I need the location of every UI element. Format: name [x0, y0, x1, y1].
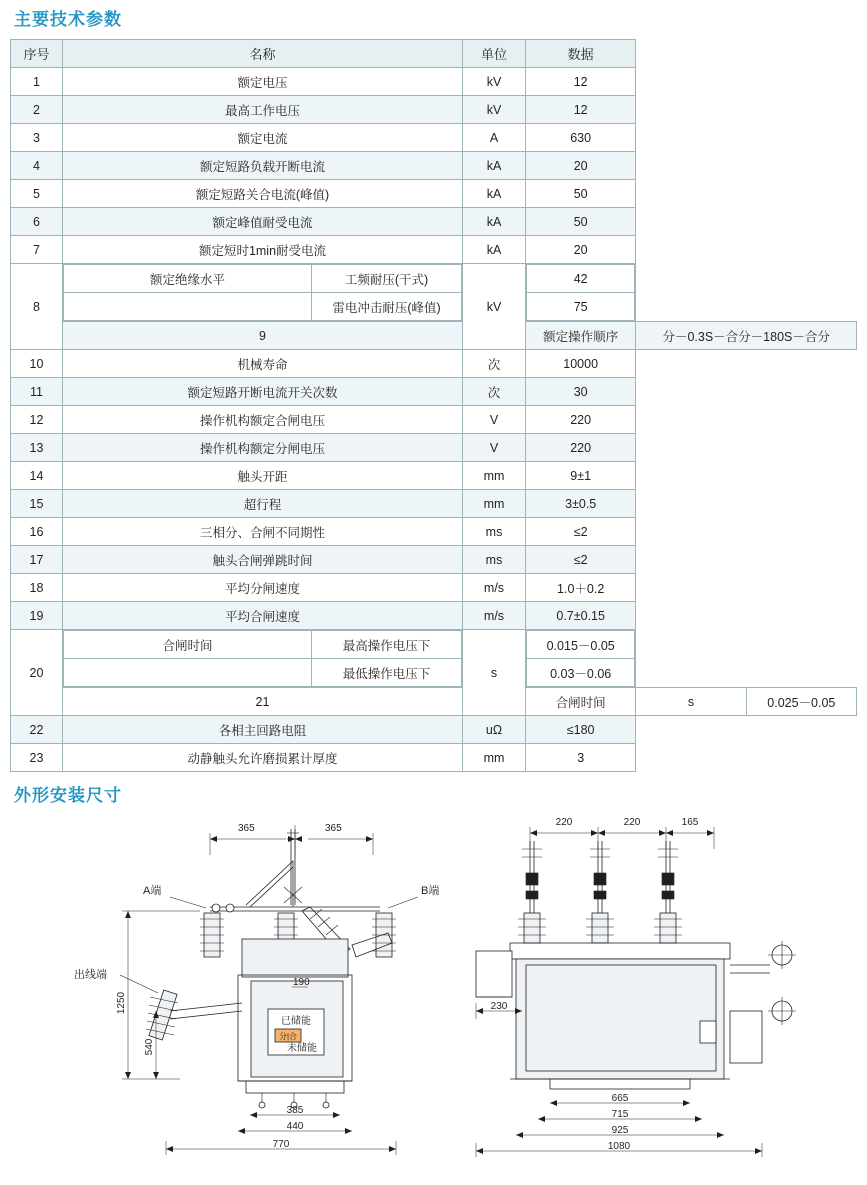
cell-no: 22	[11, 716, 63, 744]
cell-data: 20	[526, 152, 636, 180]
label-stored: 已储能	[281, 1016, 311, 1027]
table-row	[11, 462, 857, 490]
cell-unit: V	[463, 406, 526, 434]
cell-data-split	[526, 264, 636, 322]
cell-no: 17	[11, 546, 63, 574]
dim-165: 165	[681, 817, 699, 828]
cell-name: 合闸时间	[64, 631, 312, 659]
header-no: 序号	[11, 40, 63, 68]
table-row	[11, 406, 857, 434]
cell-unit: ms	[463, 518, 526, 546]
cell-no: 18	[11, 574, 63, 602]
cell-data: 12	[526, 68, 636, 96]
label-outlet: 出线端	[74, 969, 107, 981]
cell-name: 额定峰值耐受电流	[63, 208, 463, 236]
table-row	[11, 180, 857, 208]
cell-data: 220	[526, 406, 636, 434]
cell-data: 10000	[526, 350, 636, 378]
cell-no: 11	[11, 378, 63, 406]
cell-unit: kA	[463, 236, 526, 264]
cell-data: 3±0.5	[526, 490, 636, 518]
cell-name-split	[63, 264, 463, 322]
cell-no: 8	[11, 264, 63, 350]
table-row	[11, 688, 857, 716]
drawings-svg	[10, 815, 857, 1165]
cell-unit: V	[463, 434, 526, 462]
label-open-close: 分|合	[278, 1032, 298, 1041]
cell-data: ≤2	[526, 546, 636, 574]
table-row	[11, 546, 857, 574]
table-row	[11, 96, 857, 124]
header-unit: 单位	[463, 40, 526, 68]
dim-220-2: 220	[623, 817, 641, 828]
dim-365-right: 365	[325, 823, 342, 834]
cell-unit: mm	[463, 462, 526, 490]
cell-data: 30	[526, 378, 636, 406]
cell-no: 10	[11, 350, 63, 378]
cell-name: 动静触头允许磨损累计厚度	[63, 744, 463, 772]
cell-no: 21	[63, 688, 463, 716]
table-row	[11, 602, 857, 630]
cell-no: 19	[11, 602, 63, 630]
cell-data: 0.7±0.15	[526, 602, 636, 630]
cell-no: 20	[11, 630, 63, 716]
dim-230: 230	[490, 1001, 508, 1012]
cell-no: 16	[11, 518, 63, 546]
label-not-stored: 未储能	[287, 1043, 317, 1054]
cell-name: 超行程	[63, 490, 463, 518]
label-terminal-a: A端	[143, 885, 162, 897]
dim-925: 925	[611, 1125, 629, 1136]
cell-name: 额定短路关合电流(峰值)	[63, 180, 463, 208]
cell-data: 0.025－0.05	[746, 688, 856, 716]
cell-subname-1: 最高操作电压下	[312, 631, 462, 659]
cell-unit: kA	[463, 180, 526, 208]
cell-unit: mm	[463, 490, 526, 518]
table-row	[11, 236, 857, 264]
cell-unit: kA	[463, 152, 526, 180]
cell-name: 机械寿命	[63, 350, 463, 378]
cell-unit: uΩ	[463, 716, 526, 744]
cell-unit: A	[463, 124, 526, 152]
cell-no: 5	[11, 180, 63, 208]
cell-name: 额定短路开断电流开关次数	[63, 378, 463, 406]
dim-1250: 1250	[116, 991, 127, 1015]
cell-subdata-2: 75	[527, 293, 635, 321]
cell-name: 合闸时间	[526, 688, 636, 716]
cell-name-spacer	[64, 293, 312, 321]
cell-data: 12	[526, 96, 636, 124]
header-data: 数据	[526, 40, 636, 68]
cell-no: 13	[11, 434, 63, 462]
table-row-split	[11, 264, 857, 322]
cell-name: 额定短时1min耐受电流	[63, 236, 463, 264]
cell-subdata-2: 0.03－0.06	[527, 659, 635, 687]
technical-parameters-table	[10, 39, 857, 772]
dim-540: 540	[144, 1038, 155, 1056]
cell-name: 额定绝缘水平	[64, 265, 312, 293]
cell-data: 50	[526, 180, 636, 208]
cell-no: 1	[11, 68, 63, 96]
table-row	[11, 518, 857, 546]
cell-no: 2	[11, 96, 63, 124]
cell-data: 9±1	[526, 462, 636, 490]
cell-data: 1.0＋0.2	[526, 574, 636, 602]
table-row	[11, 322, 857, 350]
label-terminal-b: B端	[421, 885, 440, 897]
table-row	[11, 208, 857, 236]
table-row	[11, 434, 857, 462]
cell-unit: 次	[463, 378, 526, 406]
front-view-drawing	[74, 823, 439, 1155]
cell-unit: m/s	[463, 602, 526, 630]
dim-440: 440	[286, 1121, 304, 1132]
cell-name: 额定电流	[63, 124, 463, 152]
cell-name: 触头开距	[63, 462, 463, 490]
table-row-split	[11, 630, 857, 688]
cell-name: 平均合闸速度	[63, 602, 463, 630]
document-page	[0, 10, 867, 1185]
cell-data: 20	[526, 236, 636, 264]
cell-subname-2: 雷电冲击耐压(峰值)	[312, 293, 462, 321]
cell-name: 操作机构额定合闸电压	[63, 406, 463, 434]
section-title-dimensions: 外形安装尺寸	[14, 786, 122, 805]
cell-no: 6	[11, 208, 63, 236]
cell-unit: m/s	[463, 574, 526, 602]
dim-385: 385	[286, 1105, 304, 1116]
table-row	[11, 152, 857, 180]
cell-subname-1: 工频耐压(干式)	[312, 265, 462, 293]
cell-unit: 次	[463, 350, 526, 378]
cell-no: 7	[11, 236, 63, 264]
table-row	[11, 68, 857, 96]
cell-name-split	[63, 630, 463, 688]
dim-1080: 1080	[607, 1141, 631, 1152]
cell-unit: ms	[463, 546, 526, 574]
dim-365-left: 365	[238, 823, 255, 834]
table-row	[11, 744, 857, 772]
cell-name: 额定短路负载开断电流	[63, 152, 463, 180]
cell-unit: kV	[463, 68, 526, 96]
cell-no: 15	[11, 490, 63, 518]
cell-data: 分－0.3S－合分－180S－合分	[636, 322, 857, 350]
header-name: 名称	[63, 40, 463, 68]
table-header-row	[11, 40, 857, 68]
dim-220-1: 220	[555, 817, 573, 828]
cell-name: 各相主回路电阻	[63, 716, 463, 744]
cell-unit: s	[636, 688, 746, 716]
table-row	[11, 574, 857, 602]
cell-no: 12	[11, 406, 63, 434]
section-title-parameters: 主要技术参数	[14, 10, 122, 29]
cell-no: 4	[11, 152, 63, 180]
cell-subname-2: 最低操作电压下	[312, 659, 462, 687]
cell-name: 额定操作顺序	[526, 322, 636, 350]
cell-data: 630	[526, 124, 636, 152]
cell-unit: kV	[463, 264, 526, 350]
cell-name: 三相分、合闸不同期性	[63, 518, 463, 546]
cell-data-split	[526, 630, 636, 688]
cell-data: 3	[526, 744, 636, 772]
cell-unit: kA	[463, 208, 526, 236]
dim-715: 715	[611, 1109, 629, 1120]
cell-name: 触头合闸弹跳时间	[63, 546, 463, 574]
cell-data: 50	[526, 208, 636, 236]
side-view-drawing	[476, 817, 796, 1157]
cell-no: 3	[11, 124, 63, 152]
cell-unit: s	[463, 630, 526, 716]
cell-subdata-1: 42	[527, 265, 635, 293]
dimension-drawings	[10, 815, 857, 1165]
cell-data: 220	[526, 434, 636, 462]
table-row	[11, 490, 857, 518]
cell-name: 平均分闸速度	[63, 574, 463, 602]
cell-name: 操作机构额定分闸电压	[63, 434, 463, 462]
table-row	[11, 350, 857, 378]
dim-770: 770	[272, 1139, 290, 1150]
cell-data: ≤2	[526, 518, 636, 546]
cell-subdata-1: 0.015－0.05	[527, 631, 635, 659]
dim-190: 190	[293, 977, 310, 988]
dim-665: 665	[611, 1093, 629, 1104]
cell-no: 9	[63, 322, 463, 350]
cell-name-spacer	[64, 659, 312, 687]
table-row	[11, 716, 857, 744]
table-row	[11, 124, 857, 152]
cell-unit: mm	[463, 744, 526, 772]
cell-no: 23	[11, 744, 63, 772]
table-row	[11, 378, 857, 406]
cell-unit: kV	[463, 96, 526, 124]
cell-data: ≤180	[526, 716, 636, 744]
cell-name: 最高工作电压	[63, 96, 463, 124]
cell-no: 14	[11, 462, 63, 490]
cell-name: 额定电压	[63, 68, 463, 96]
